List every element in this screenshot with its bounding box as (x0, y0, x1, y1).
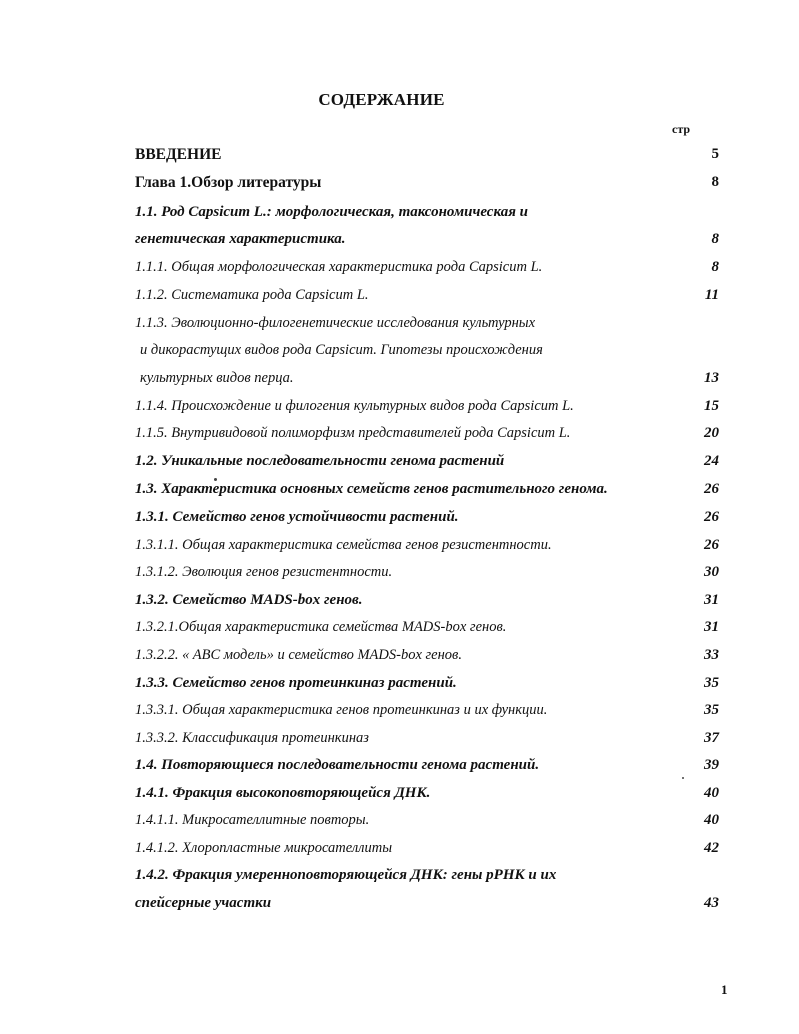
scan-speck (682, 777, 684, 779)
toc-entry-page: 20 (704, 425, 719, 441)
toc-entry-page: 15 (704, 398, 719, 414)
scan-speck (214, 478, 217, 481)
toc-entry (0, 702, 799, 724)
toc-entry (0, 231, 799, 253)
toc-entry-page: 13 (704, 370, 719, 386)
toc-entry-page: 26 (704, 537, 719, 553)
toc-entry-text: 1.4.1. Фракция высокоповторяющейся ДНК. (135, 785, 431, 801)
toc-entry-text: 1.3.3.2. Классификация протеинкиназ (135, 730, 369, 746)
toc-entry (0, 174, 799, 196)
toc-entry-page: 40 (704, 812, 719, 828)
toc-entry-page: 31 (704, 592, 719, 608)
toc-entry-page: 43 (704, 895, 719, 911)
toc-entry-text: 1.3.3.1. Общая характеристика генов протеинкиназ и их функции. (135, 702, 548, 718)
toc-entry-page: 33 (704, 647, 719, 663)
toc-entry-text: 1.1.5. Внутривидовой полиморфизм представителей рода Capsicum L. (135, 425, 571, 441)
toc-entry (0, 287, 799, 309)
toc-entry (0, 619, 799, 641)
toc-entry-text: 1.1.1. Общая морфологическая характеристика рода Capsicum L. (135, 259, 543, 275)
toc-entry-page: 5 (711, 146, 719, 162)
toc-entry (0, 730, 799, 752)
toc-entry (0, 481, 799, 503)
toc-entry-page: 35 (704, 675, 719, 691)
toc-entry-text: 1.3.1.2. Эволюция генов резистентности. (135, 564, 393, 580)
toc-entry-text: 1.3.2. Семейство MADS-box генов. (135, 592, 363, 608)
toc-entry-text: и дикорастущих видов рода Capsicum. Гипотезы происхождения (140, 342, 543, 358)
toc-entry-page: 26 (704, 481, 719, 497)
toc-entry (0, 867, 799, 889)
toc-entry-text: Глава 1.Обзор литературы (135, 174, 322, 191)
page-number: 1 (721, 982, 728, 997)
toc-entry-text: культурных видов перца. (140, 370, 294, 386)
toc-entry (0, 757, 799, 779)
toc-entry-text: ВВЕДЕНИЕ (135, 146, 222, 163)
page-title: СОДЕРЖАНИЕ (318, 90, 445, 109)
toc-entry-page: 26 (704, 509, 719, 525)
toc-entry (0, 564, 799, 586)
toc-entry (0, 425, 799, 447)
toc-entry (0, 537, 799, 559)
toc-entry-text: 1.1. Род Capsicum L.: морфологическая, таксономическая и (135, 204, 529, 220)
toc-entry (0, 398, 799, 420)
toc-entry-text: 1.3.2.2. « ABC модель» и семейство MADS-box генов. (135, 647, 462, 663)
toc-entry-text: 1.3.2.1.Общая характеристика семейства MADS-box генов. (135, 619, 507, 635)
toc-entry (0, 812, 799, 834)
toc-entry (0, 370, 799, 392)
toc-entry (0, 315, 799, 337)
toc-entry-text: 1.3. Характеристика основных семейств генов растительного генома. (135, 481, 608, 497)
toc-entry-text: 1.1.4. Происхождение и филогения культурных видов рода Capsicum L. (135, 398, 574, 414)
toc-entry (0, 453, 799, 475)
toc-entry-page: 40 (704, 785, 719, 801)
toc-entry-text: спейсерные участки (135, 895, 272, 911)
toc-entry-page: 37 (704, 730, 719, 746)
toc-entry (0, 647, 799, 669)
toc-entry-text: 1.3.1. Семейство генов устойчивости растений. (135, 509, 459, 525)
toc-entry-text: 1.1.3. Эволюционно-филогенетические исследования культурных (135, 315, 536, 331)
toc-entry-page: 11 (704, 287, 719, 303)
toc-entry (0, 259, 799, 281)
toc-entry (0, 592, 799, 614)
toc-entry-text: 1.2. Уникальные последовательности генома растений (135, 453, 505, 469)
toc-entry (0, 785, 799, 807)
toc-entry-page: 31 (704, 619, 719, 635)
toc-entry-page: 30 (704, 564, 719, 580)
toc-entry (0, 840, 799, 862)
toc-entry-page: 42 (704, 840, 719, 856)
toc-entry (0, 509, 799, 531)
toc-entry-text: 1.1.2. Систематика рода Capsicum L. (135, 287, 369, 303)
toc-entry-text: 1.4.1.2. Хлоропластные микросателлиты (135, 840, 393, 856)
toc-entry-page: 24 (704, 453, 719, 469)
toc-entry-page: 8 (711, 231, 719, 247)
toc-entry-page: 35 (704, 702, 719, 718)
toc-entry-text: 1.4.2. Фракция умеренноповторяющейся ДНК: гены рРНК и их (135, 867, 557, 883)
toc-entry (0, 342, 799, 364)
toc-entry-page: 8 (711, 174, 719, 190)
toc-entry-text: генетическая характеристика. (135, 231, 346, 247)
toc-entry-text: 1.3.1.1. Общая характеристика семейства генов резистентности. (135, 537, 552, 553)
toc-entry-text: 1.3.3. Семейство генов протеинкиназ растений. (135, 675, 457, 691)
toc-entry (0, 146, 799, 168)
toc-entry (0, 675, 799, 697)
toc-entry-text: 1.4. Повторяющиеся последовательности генома растений. (135, 757, 540, 773)
toc-entry (0, 895, 799, 917)
toc-entry-page: 39 (704, 757, 719, 773)
page-column-label: стр (672, 122, 691, 136)
toc-entry-text: 1.4.1.1. Микросателлитные повторы. (135, 812, 370, 828)
toc-entry (0, 204, 799, 226)
toc-entry-page: 8 (711, 259, 719, 275)
